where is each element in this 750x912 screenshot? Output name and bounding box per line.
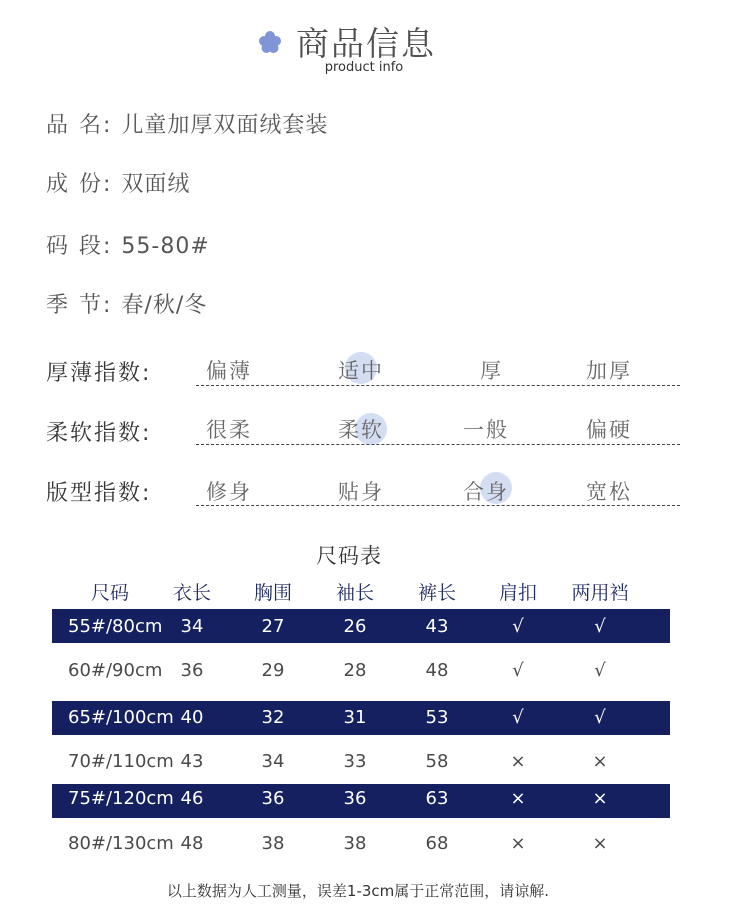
table-header: 袖长 <box>335 582 374 604</box>
info-value: 儿童加厚双面绒套装 <box>121 113 329 138</box>
info-row-material <box>46 167 190 198</box>
table-cell: 43 <box>425 616 449 637</box>
table-cell: × <box>592 833 608 854</box>
table-cell: 38 <box>343 833 367 854</box>
table-cell: 36 <box>261 788 285 809</box>
info-value: 春/秋/冬 <box>121 293 208 318</box>
index-option: 偏薄 <box>206 359 252 383</box>
index-option: 厚 <box>480 359 503 383</box>
table-header: 两用裆 <box>571 582 629 604</box>
table-cell: 29 <box>261 660 285 681</box>
info-label: 品 名: <box>46 113 113 138</box>
table-cell: 32 <box>261 707 285 728</box>
info-label: 成 份: <box>46 172 113 197</box>
table-cell: 33 <box>343 751 367 772</box>
info-row-sizes <box>46 229 210 260</box>
index-option: 贴身 <box>338 480 384 504</box>
page-subtitle: product info <box>324 60 404 75</box>
table-cell-size: 80#/130cm <box>68 833 174 854</box>
table-cell: 48 <box>180 833 204 854</box>
info-value: 55-80# <box>121 234 210 259</box>
table-cell: 46 <box>180 788 204 809</box>
index-option: 宽松 <box>586 480 632 504</box>
table-cell-size: 75#/120cm <box>68 788 174 809</box>
table-header: 衣长 <box>172 582 211 604</box>
table-cell: √ <box>512 616 524 637</box>
table-cell-size: 55#/80cm <box>68 616 163 637</box>
dashed-divider <box>196 505 680 506</box>
index-option: 很柔 <box>206 418 252 442</box>
table-cell: √ <box>594 660 606 681</box>
flower-icon <box>258 30 282 54</box>
table-cell: 38 <box>261 833 285 854</box>
table-cell-size: 65#/100cm <box>68 707 174 728</box>
table-cell: 40 <box>180 707 204 728</box>
table-cell: 68 <box>425 833 449 854</box>
table-cell: √ <box>512 660 524 681</box>
table-cell-size: 60#/90cm <box>68 660 163 681</box>
table-cell: √ <box>594 707 606 728</box>
table-header: 胸围 <box>253 582 292 604</box>
table-cell: √ <box>512 707 524 728</box>
table-cell: 53 <box>425 707 449 728</box>
table-cell: √ <box>594 616 606 637</box>
index-option: 偏硬 <box>586 418 632 442</box>
index-option-selected: 适中 <box>338 359 384 383</box>
table-header: 尺码 <box>90 582 129 604</box>
table-cell: 28 <box>343 660 367 681</box>
table-cell: 63 <box>425 788 449 809</box>
index-label-thickness: 厚薄指数: <box>46 361 152 386</box>
dashed-divider <box>196 385 680 386</box>
index-option-selected: 合身 <box>463 480 509 504</box>
info-label: 季 节: <box>46 293 113 318</box>
table-cell: × <box>510 751 526 772</box>
dashed-divider <box>196 444 680 445</box>
table-cell-size: 70#/110cm <box>68 751 174 772</box>
table-cell: × <box>510 833 526 854</box>
info-label: 码 段: <box>46 234 113 259</box>
index-option-selected: 柔软 <box>338 418 384 442</box>
info-row-name <box>46 108 328 139</box>
index-option: 加厚 <box>586 359 632 383</box>
table-cell: 58 <box>425 751 449 772</box>
table-cell: 34 <box>180 616 204 637</box>
index-option: 一般 <box>463 418 509 442</box>
size-table-title: 尺码表 <box>316 544 382 568</box>
table-cell: 43 <box>180 751 204 772</box>
table-cell: 36 <box>180 660 204 681</box>
table-cell: × <box>510 788 526 809</box>
table-cell: × <box>592 788 608 809</box>
table-cell: 27 <box>261 616 285 637</box>
info-value: 双面绒 <box>121 172 191 197</box>
table-cell: 48 <box>425 660 449 681</box>
index-label-softness: 柔软指数: <box>46 421 152 446</box>
page-title: 商品信息 <box>296 24 436 63</box>
table-header: 肩扣 <box>498 582 537 604</box>
info-row-season <box>46 288 207 319</box>
table-cell: 34 <box>261 751 285 772</box>
table-cell: × <box>592 751 608 772</box>
table-header: 裤长 <box>417 582 456 604</box>
table-cell: 36 <box>343 788 367 809</box>
index-option: 修身 <box>206 480 252 504</box>
table-cell: 26 <box>343 616 367 637</box>
index-label-fit: 版型指数: <box>46 481 152 506</box>
table-cell: 31 <box>343 707 367 728</box>
footer-note: 以上数据为人工测量，误差1-3cm属于正常范围，请谅解. <box>166 882 550 900</box>
